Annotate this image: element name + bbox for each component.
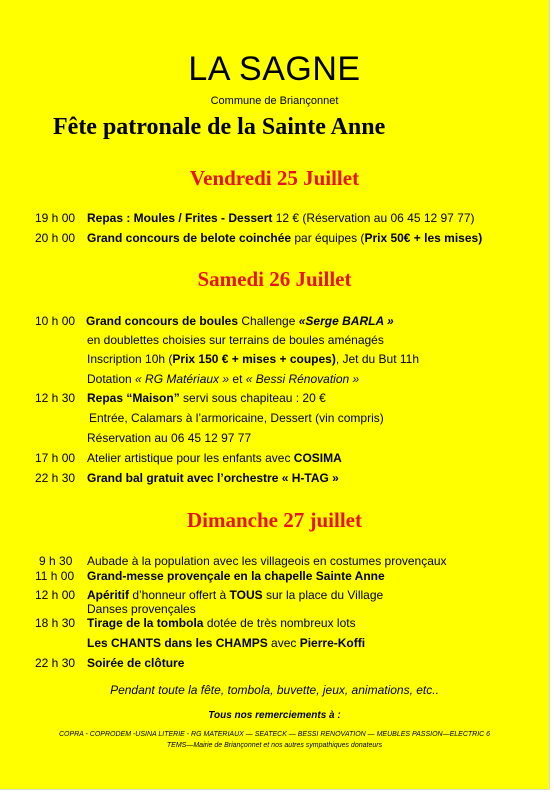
item-text: servi sous chapiteau : 20 € (179, 391, 326, 405)
item-bold: Grand concours de boules (86, 314, 239, 328)
item-bold: Pierre-Koffi (299, 636, 366, 650)
item-text: par équipes ( (291, 231, 365, 245)
item-text: d’honneur offert à (129, 588, 230, 602)
schedule-item-detail: Danses provençales (87, 602, 196, 616)
day-heading-vendredi: Vendredi 25 Juillet (189, 166, 360, 190)
challenge-name: «Serge BARLA » (298, 314, 394, 328)
schedule-item-detail: Entrée, Calamars à l’armoricaine, Dessert (vin compris) (89, 411, 384, 425)
time-label: 10 h 00 (35, 314, 76, 328)
schedule-item-repas-samedi (87, 391, 326, 405)
item-bold: Tirage de la tombola (87, 616, 204, 630)
time-label: 17 h 00 (35, 451, 76, 465)
item-text: sur la place du Village (262, 588, 384, 602)
day-heading-dimanche: Dimanche 27 juillet (187, 508, 362, 532)
item-bold: Soirée de clôture (87, 656, 185, 670)
item-bold: Repas : Moules / Frites - Dessert (87, 211, 273, 225)
schedule-item-bal (87, 471, 339, 485)
item-bold: Grand bal gratuit avec l’orchestre « H-TAG » (87, 471, 339, 485)
schedule-item-detail: Réservation au 06 45 12 97 77 (87, 431, 252, 445)
schedule-item-detail: en doublettes choisies sur terrains de boules aménagés (87, 333, 384, 347)
item-text: dotée de très nombreux lots (203, 616, 356, 630)
schedule-item-chants (87, 636, 365, 650)
item-text: , Jet du But 11h (335, 352, 419, 366)
item-bold: Prix 50€ + les mises) (364, 231, 483, 245)
item-bold: Repas “Maison” (87, 391, 180, 405)
schedule-item-tombola (87, 616, 356, 630)
time-label: 18 h 30 (35, 616, 76, 630)
schedule-item-atelier (87, 451, 342, 465)
time-label: 11 h 00 (35, 569, 75, 583)
sponsor-name: « RG Matériaux » (135, 372, 230, 386)
schedule-item-messe (87, 569, 385, 583)
footer-note: Pendant toute la fête, tombola, buvette, jeux, animations, etc.. (110, 683, 439, 697)
schedule-item-soiree (87, 656, 184, 670)
sponsor-name: « Bessi Rénovation » (245, 372, 360, 386)
item-text: Inscription 10h ( (87, 352, 173, 366)
item-text: avec (267, 636, 300, 650)
item-bold: TOUS (229, 588, 263, 602)
item-text: Dotation (87, 372, 136, 386)
event-title: Fête patronale de la Sainte Anne (53, 114, 386, 140)
thanks-heading: Tous nos remerciements à : (208, 710, 341, 721)
schedule-item-detail (87, 372, 359, 386)
schedule-item-repas-vendredi (87, 211, 475, 225)
day-heading-samedi: Samedi 26 Juillet (197, 267, 352, 291)
item-bold: Prix 150 € + mises + coupes) (172, 352, 336, 366)
commune-subtitle: Commune de Briançonnet (210, 95, 339, 107)
sponsors-line: TEMS—Mairie de Briançonnet et nos autres sympathiques donateurs (166, 742, 383, 749)
time-label: 19 h 00 (35, 211, 76, 225)
schedule-item-aperitif (87, 588, 383, 602)
item-bold: Apéritif (87, 588, 129, 602)
schedule-item-detail (87, 352, 419, 366)
time-label: 22 h 30 (35, 656, 76, 670)
sponsors-line: COPRA - COPRODEM -USINA LITERIE - RG MATERIAUX — SEATECK — BESSI RENOVATION — MEUBLES PASSION—ELECTRIC 6 (58, 731, 491, 738)
time-label: 20 h 00 (35, 231, 76, 245)
page-title: LA SAGNE (188, 50, 361, 88)
schedule-item-boules (86, 314, 394, 328)
item-bold: Les CHANTS dans les CHAMPS (87, 636, 268, 650)
item-bold: COSIMA (293, 451, 342, 465)
item-text: 12 € (Réservation au 06 45 12 97 77) (272, 211, 475, 225)
item-text: Atelier artistique pour les enfants avec (87, 451, 294, 465)
time-label: 22 h 30 (35, 471, 76, 485)
time-label: 12 h 00 (35, 588, 76, 602)
item-bold: Grand-messe provençale en la chapelle Sainte Anne (87, 569, 385, 583)
time-label: 12 h 30 (35, 391, 76, 405)
item-bold: Grand concours de belote coinchée (87, 231, 292, 245)
schedule-item-belote (87, 231, 482, 245)
item-text: Challenge (238, 314, 299, 328)
time-label: 9 h 30 (39, 554, 73, 568)
item-text: et (229, 372, 246, 386)
schedule-item-aubade: Aubade à la population avec les villageois en costumes provençaux (87, 554, 447, 568)
